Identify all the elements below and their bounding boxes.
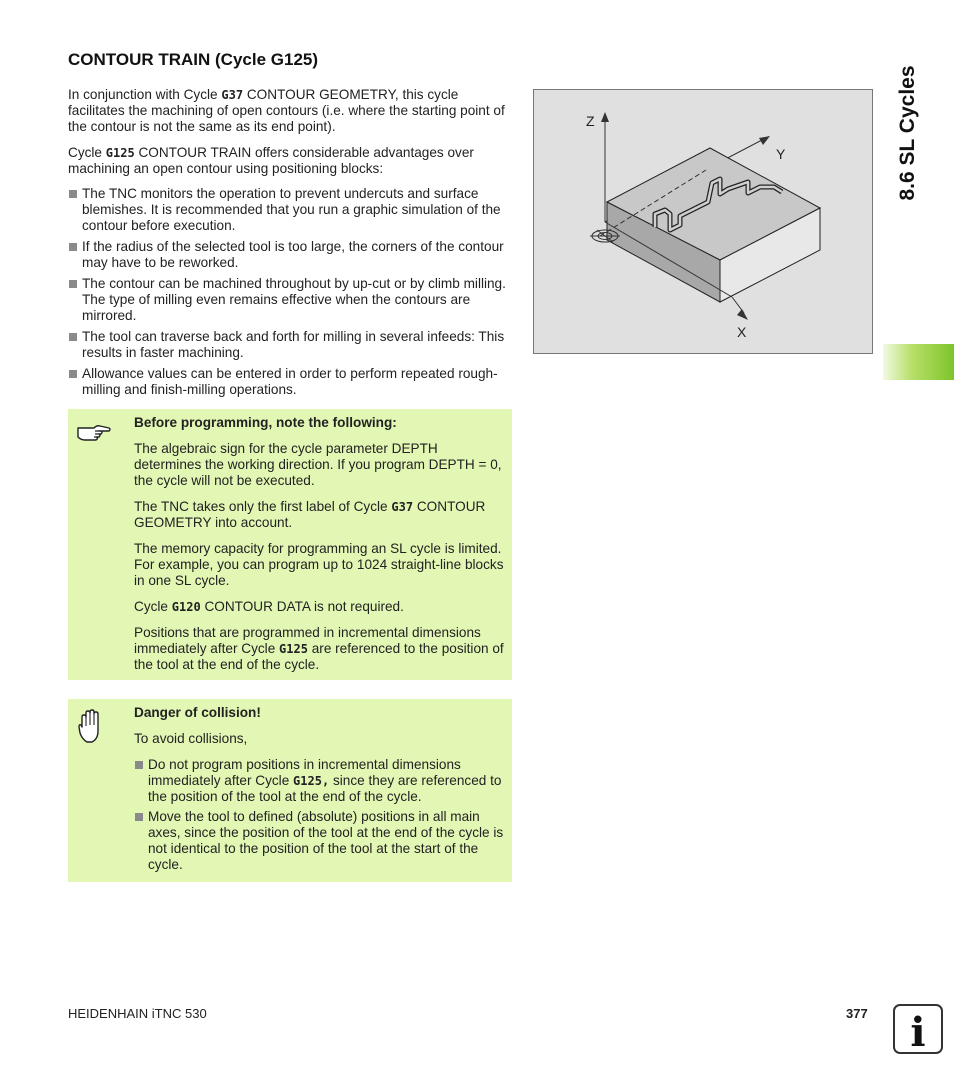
axis-label-x: X (737, 324, 747, 340)
warning-list (134, 757, 506, 873)
note-paragraph: Cycle G120 CONTOUR DATA is not required. (134, 599, 404, 614)
note-heading: Before programming, note the following: (134, 415, 397, 430)
note-paragraph: The TNC takes only the first label of Cycle G37 CONTOUR GEOMETRY into account. (134, 499, 486, 530)
list-item: The contour can be machined throughout by up-cut or by climb milling. The type of milling even remains effective when the contours are mirrored. (68, 276, 510, 324)
svg-text:i: i (910, 1009, 926, 1052)
page-number: 377 (846, 1006, 868, 1021)
collision-warning-text (134, 705, 506, 877)
list-item: If the radius of the selected tool is too large, the corners of the contour may have to be reworked. (68, 239, 510, 271)
stop-hand-icon (78, 709, 102, 745)
note-paragraph: The algebraic sign for the cycle parameter DEPTH determines the working direction. If you program DEPTH = 0, the cycle will not be executed. (134, 441, 502, 488)
section-title: 8.6 SL Cycles (896, 65, 919, 201)
axis-label-z: Z (586, 113, 595, 129)
footer-product: HEIDENHAIN iTNC 530 (68, 1006, 207, 1021)
list-item: Move the tool to defined (absolute) positions in all main axes, since the position of the tool at the end of the cycle is not identical to the position of the tool at the start of the cycle. (134, 809, 506, 873)
list-item: Allowance values can be entered in order to perform repeated rough-milling and finish-milling operations. (68, 366, 510, 398)
workpiece-illustration (534, 90, 872, 353)
intro-paragraph-2: Cycle G125 CONTOUR TRAIN offers considerable advantages over machining an open contour using positioning blocks: (68, 145, 474, 176)
list-item: Do not program positions in incremental dimensions immediately after Cycle G125, since they are referenced to the position of the tool at the end of the cycle. (134, 757, 506, 805)
contour-train-figure (533, 89, 873, 354)
warning-heading: Danger of collision! (134, 705, 261, 720)
warning-intro: To avoid collisions, (134, 731, 248, 746)
list-item: The TNC monitors the operation to prevent undercuts and surface blemishes. It is recommended that you run a graphic simulation of the contour before execution. (68, 186, 510, 234)
note-paragraph: Positions that are programmed in incremental dimensions immediately after Cycle G125 are referenced to the position of the tool at the end of the cycle. (134, 625, 504, 672)
note-paragraph: The memory capacity for programming an SL cycle is limited. For example, you can program up to 1024 straight-line blocks in one SL cycle. (134, 541, 504, 588)
chapter-tab (883, 344, 954, 380)
programming-note-box (68, 409, 512, 680)
collision-warning-box (68, 699, 512, 882)
code-g125: G125 (105, 146, 135, 160)
info-glyph (895, 1006, 941, 1052)
info-icon (893, 1004, 943, 1054)
programming-note-text (134, 415, 506, 683)
page-title: CONTOUR TRAIN (Cycle G125) (68, 50, 319, 69)
axis-label-y: Y (776, 146, 786, 162)
feature-list (68, 186, 510, 403)
code-g37: G37 (221, 88, 244, 102)
list-item: The tool can traverse back and forth for milling in several infeeds: This results in faster machining. (68, 329, 510, 361)
pointing-hand-icon (76, 419, 112, 443)
intro-paragraph-1: In conjunction with Cycle G37 CONTOUR GEOMETRY, this cycle facilitates the machining of open contours (i.e. where the starting point of the contour is not the same as its end point). (68, 87, 505, 134)
